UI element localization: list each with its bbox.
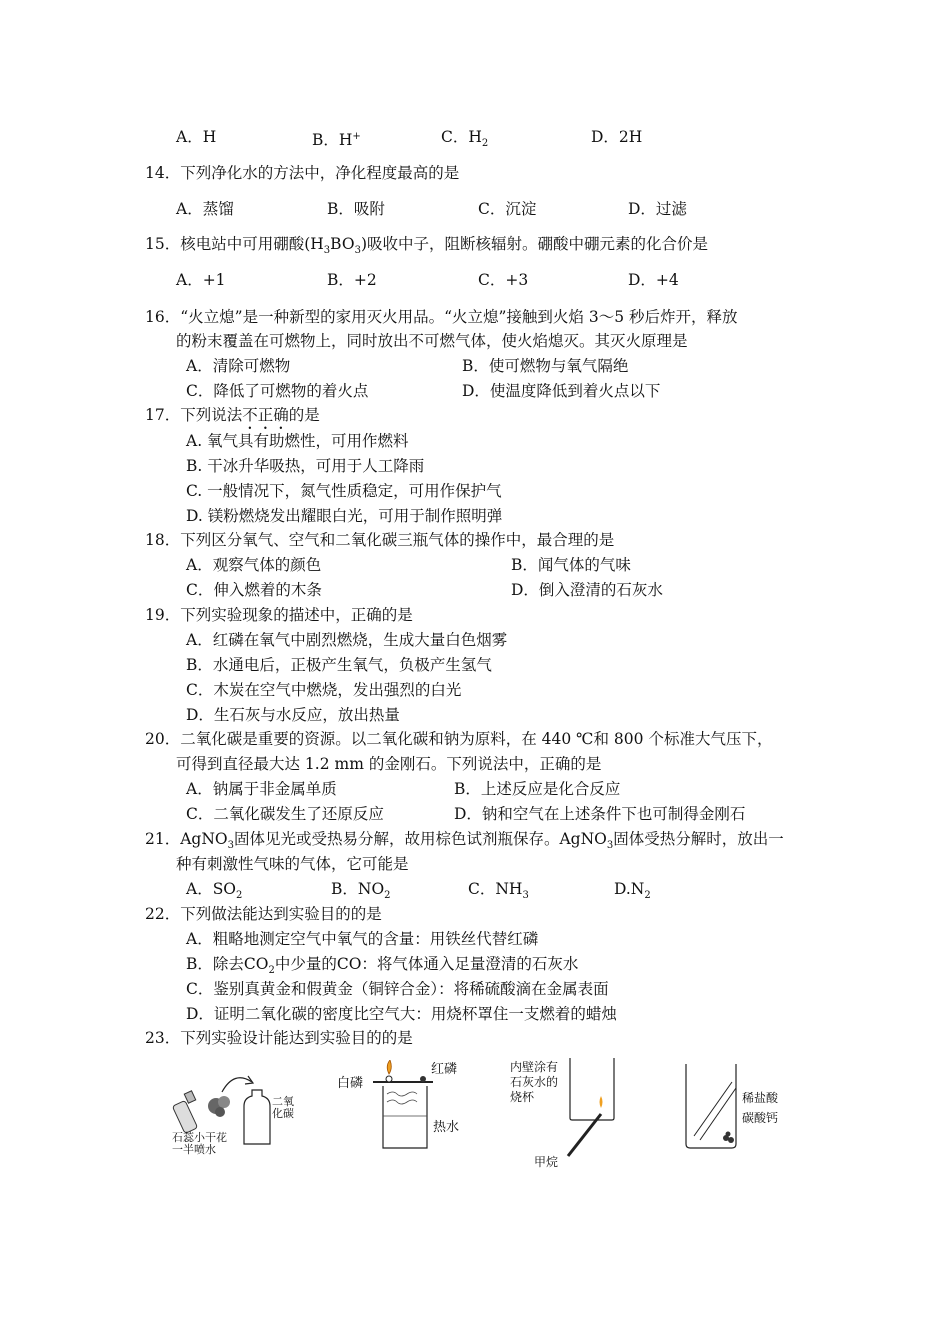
q21-question-line1: 21．AgNO$_3$固体见光或受热易分解，故用棕色试剂瓶保存。AgNO$_3$固体受热分解时，放出一 <box>145 830 784 852</box>
figure-b-label-red-phosphorus: 红磷 <box>431 1062 458 1077</box>
q19-option-c: C．木炭在空气中燃烧，发出强烈的白光 <box>186 681 462 699</box>
figure-c-label-beaker: 内壁涂有石灰水的烧杯 <box>510 1060 559 1104</box>
figure-d <box>682 1060 802 1155</box>
figure-b-label-hot-water: 热水 <box>433 1120 460 1135</box>
q21-option-d: $D.N_2$ <box>614 880 651 902</box>
q19-option-b: B．水通电后，正极产生氧气，负极产生氢气 <box>186 656 492 674</box>
q23-question: 23．下列实验设计能达到实验目的的是 <box>145 1029 413 1047</box>
q17-option-a: A. 氧气具有助燃性，可用作燃料 <box>186 432 409 450</box>
q22-question: 22．下列做法能达到实验目的的是 <box>145 905 382 923</box>
q21-option-b: B．$NO_2$ <box>331 880 391 902</box>
q16-question-line2: 的粉末覆盖在可燃物上，同时放出不可燃气体，使火焰熄灭。其灭火原理是 <box>176 332 688 350</box>
figure-c-label-methane: 甲烷 <box>534 1155 559 1169</box>
q17-option-c: C. 一般情况下，氮气性质稳定，可用作保护气 <box>186 482 502 500</box>
figure-d-label-acid: 稀盐酸 <box>742 1091 779 1105</box>
q17-question <box>145 404 320 433</box>
q17-emphasis: 不正确 <box>242 406 289 424</box>
q14-option-d: D．过滤 <box>628 200 687 218</box>
q13-option-b: B．H+ <box>312 131 361 150</box>
figure-b-label-white-phosphorus: 白磷 <box>337 1076 364 1091</box>
q20-question-line2: 可得到直径最大达 1.2 mm 的金刚石。下列说法中，正确的是 <box>176 755 602 773</box>
q22-option-a: A．粗略地测定空气中氧气的含量：用铁丝代替红磷 <box>186 930 539 948</box>
q16-question-line1: 16．“火立熄”是一种新型的家用灭火用品。“火立熄”接触到火焰 3～5 秒后炸开，释放 <box>145 308 738 326</box>
figure-b <box>335 1060 465 1155</box>
q14-option-a: A．蒸馏 <box>176 200 234 218</box>
q15-option-a: A．+1 <box>176 271 226 289</box>
q22-option-c: C．鉴别真黄金和假黄金（铜锌合金）：将稀硫酸滴在金属表面 <box>186 980 609 998</box>
q20-option-a: A．钠属于非金属单质 <box>186 780 337 798</box>
q15-question: 15．核电站中可用硼酸$(H_3BO_3)$吸收中子，阻断核辐射。硼酸中硼元素的化合价是 <box>145 235 708 257</box>
q19-option-a: A．红磷在氧气中剧烈燃烧，生成大量白色烟雾 <box>186 631 508 649</box>
q20-option-b: B．上述反应是化合反应 <box>454 780 621 798</box>
q15-option-b: B．+2 <box>327 271 377 289</box>
q18-option-b: B．闻气体的气味 <box>511 556 631 574</box>
q16-option-a: A．清除可燃物 <box>186 357 291 375</box>
q17-prefix: 17．下列说法 <box>145 406 243 424</box>
q17-option-d: D. 镁粉燃烧发出耀眼白光，可用于制作照明弹 <box>186 507 503 525</box>
q18-question: 18．下列区分氧气、空气和二氧化碳三瓶气体的操作中，最合理的是 <box>145 531 615 549</box>
q21-question-line2: 种有刺激性气味的气体，它可能是 <box>176 855 409 873</box>
q16-option-c: C．降低了可燃物的着火点 <box>186 382 369 400</box>
q16-option-b: B．使可燃物与氧气隔绝 <box>462 357 629 375</box>
figure-a <box>172 1062 302 1167</box>
q22-option-b: B．除去$CO_2$中少量的CO：将气体通入足量澄清的石灰水 <box>186 955 579 977</box>
q18-option-c: C．伸入燃着的木条 <box>186 581 322 599</box>
q19-option-d: D．生石灰与水反应，放出热量 <box>186 706 400 724</box>
q22-option-d: D．证明二氧化碳的密度比空气大：用烧杯罩住一支燃着的蜡烛 <box>186 1005 617 1023</box>
figure-c <box>506 1056 626 1171</box>
q14-option-b: B．吸附 <box>327 200 385 218</box>
q13-option-d: D．2H <box>591 128 643 146</box>
q15-option-c: C．+3 <box>478 271 529 289</box>
q20-question-line1: 20．二氧化碳是重要的资源。以二氧化碳和钠为原料，在 440 ℃和 800 个标准大气压下， <box>145 730 773 748</box>
q13-option-a: A．H <box>176 128 217 146</box>
q14-option-c: C．沉淀 <box>478 200 537 218</box>
figure-a-label-flower: 石蕊小干花一半喷水 <box>172 1131 227 1156</box>
q20-option-d: D．钠和空气在上述条件下也可制得金刚石 <box>454 805 746 823</box>
q18-option-a: A．观察气体的颜色 <box>186 556 322 574</box>
q19-question: 19．下列实验现象的描述中，正确的是 <box>145 606 413 624</box>
q21-option-c: C．$NH_3$ <box>468 880 529 902</box>
figure-d-drawing <box>682 1060 802 1155</box>
q16-option-d: D．使温度降低到着火点以下 <box>462 382 661 400</box>
q13-option-c: C．$H_2$ <box>441 128 489 150</box>
q17-option-b: B. 干冰升华吸热，可用于人工降雨 <box>186 457 425 475</box>
q14-question: 14．下列净化水的方法中，净化程度最高的是 <box>145 164 460 182</box>
figure-a-label-gas: 二氧化碳 <box>272 1095 294 1120</box>
q18-option-d: D．倒入澄清的石灰水 <box>511 581 663 599</box>
q17-suffix: 的是 <box>288 406 320 424</box>
q21-option-a: A．$SO_2$ <box>186 880 243 902</box>
figure-d-label-calcium-carbonate: 碳酸钙 <box>742 1111 779 1125</box>
q15-option-d: D．+4 <box>628 271 679 289</box>
q20-option-c: C．二氧化碳发生了还原反应 <box>186 805 384 823</box>
